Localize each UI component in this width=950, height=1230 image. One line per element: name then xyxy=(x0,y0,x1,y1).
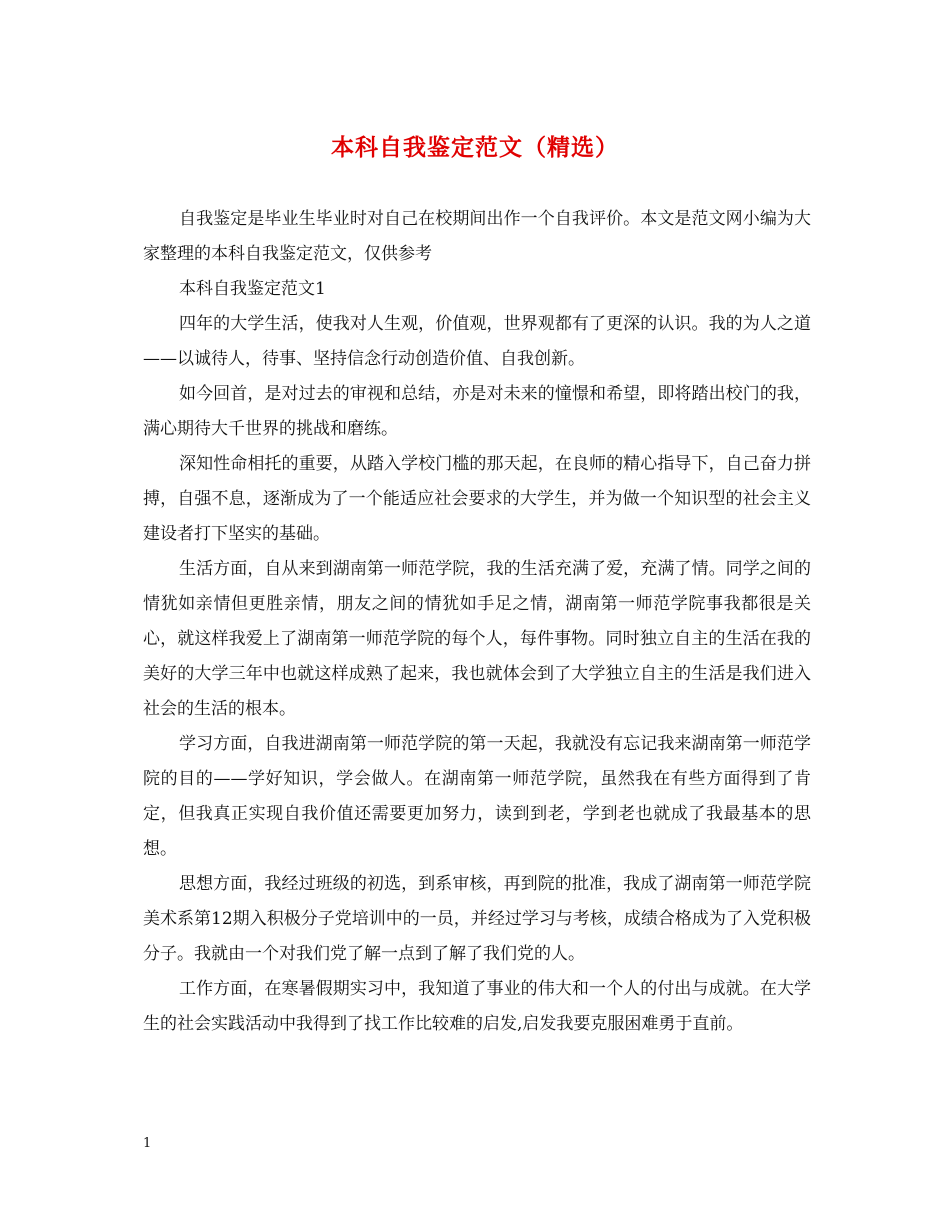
paragraph-life: 生活方面，自从来到湖南第一师范学院，我的生活充满了爱，充满了情。同学之间的情犹如亲情但更胜亲情，朋友之间的情犹如手足之情，湖南第一师范学院事我都很是关心，就这样我爱上了湖南第一师范学院的每个人，每件事物。同时独立自主的生活在我的美好的大学三年中也就这样成熟了起来，我也就体会到了大学独立自主的生活是我们进入社会的生活的根本。 xyxy=(143,559,811,719)
paragraph-intro: 自我鉴定是毕业生毕业时对自己在校期间出作一个自我评价。本文是范文网小编为大家整理的本科自我鉴定范文，仅供参考 xyxy=(143,209,811,264)
paragraph-reflection: 如今回首，是对过去的审视和总结，亦是对未来的憧憬和希望，即将踏出校门的我，满心期待大千世界的挑战和磨练。 xyxy=(143,384,811,439)
paragraph-study: 学习方面，自我进湖南第一师范学院的第一天起，我就没有忘记我来湖南第一师范学院的目的——学好知识，学会做人。在湖南第一师范学院，虽然我在有些方面得到了肯定，但我真正实现自我价值还需要更加努力，读到到老，学到老也就成了我最基本的思想。 xyxy=(143,734,811,859)
paragraph-overview: 四年的大学生活，使我对人生观，价值观，世界观都有了更深的认识。我的为人之道——以诚待人，待事、坚持信念行动创造价值、自我创新。 xyxy=(143,314,811,369)
document-body xyxy=(143,202,811,1042)
paragraph-section-heading: 本科自我鉴定范文1 xyxy=(179,279,326,299)
page-number: 1 xyxy=(143,1136,152,1151)
paragraph-work: 工作方面，在寒暑假期实习中，我知道了事业的伟大和一个人的付出与成就。在大学生的社会实践活动中我得到了找工作比较难的启发,启发我要克服困难勇于直前。 xyxy=(143,979,811,1034)
paragraph-thought: 思想方面，我经过班级的初选，到系审核，再到院的批准，我成了湖南第一师范学院美术系第12期入积极分子党培训中的一员，并经过学习与考核，成绩合格成为了入党积极分子。我就由一个对我们党了解一点到了解了我们党的人。 xyxy=(143,874,811,964)
paragraph-growth: 深知性命相托的重要，从踏入学校门槛的那天起，在良师的精心指导下，自己奋力拼搏，自强不息，逐渐成为了一个能适应社会要求的大学生，并为做一个知识型的社会主义建设者打下坚实的基础。 xyxy=(143,454,811,544)
document-title: 本科自我鉴定范文（精选） xyxy=(331,134,619,161)
